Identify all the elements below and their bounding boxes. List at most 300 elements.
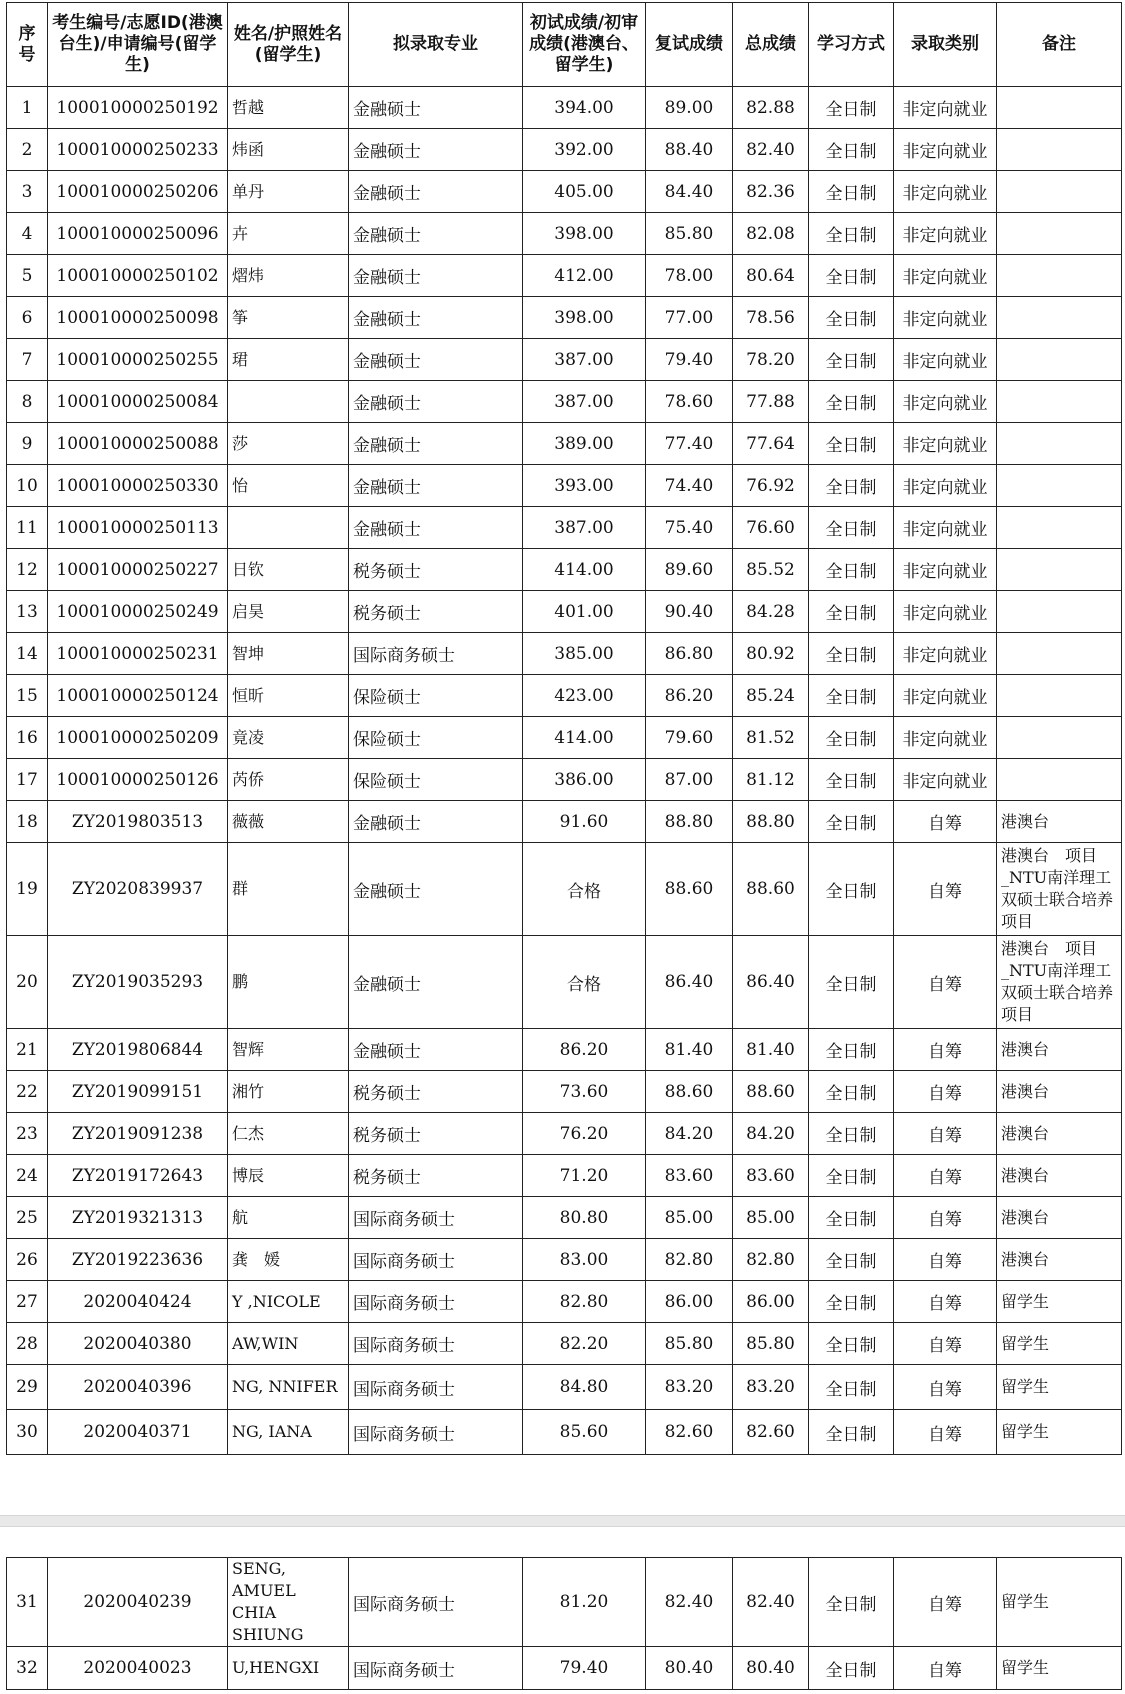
cell-mode: 全日制 xyxy=(809,1281,894,1323)
cell-mode: 全日制 xyxy=(809,675,894,717)
table-row xyxy=(7,171,1122,213)
cell-retest: 89.60 xyxy=(646,549,733,591)
cell-mode: 全日制 xyxy=(809,549,894,591)
table-row xyxy=(7,1558,1122,1647)
cell-major: 金融硕士 xyxy=(349,1029,523,1071)
table-row xyxy=(7,1197,1122,1239)
cell-category: 非定向就业 xyxy=(894,465,997,507)
cell-prelim: 401.00 xyxy=(523,591,646,633)
cell-note: 留学生 xyxy=(997,1410,1122,1455)
cell-category: 自筹 xyxy=(894,1239,997,1281)
cell-total: 82.60 xyxy=(733,1410,809,1455)
cell-seq: 16 xyxy=(7,717,48,759)
cell-retest: 81.40 xyxy=(646,1029,733,1071)
cell-id: 100010000250084 xyxy=(48,381,228,423)
cell-category: 非定向就业 xyxy=(894,717,997,759)
table-row xyxy=(7,633,1122,675)
cell-total: 82.08 xyxy=(733,213,809,255)
cell-name: 仁杰 xyxy=(228,1113,349,1155)
table-row xyxy=(7,339,1122,381)
cell-retest: 86.00 xyxy=(646,1281,733,1323)
cell-note: 港澳台 项目_NTU南洋理工双硕士联合培养项目 xyxy=(997,843,1122,936)
table-row xyxy=(7,1647,1122,1690)
cell-category: 非定向就业 xyxy=(894,87,997,129)
cell-seq: 18 xyxy=(7,801,48,843)
cell-seq: 29 xyxy=(7,1365,48,1410)
cell-prelim: 81.20 xyxy=(523,1558,646,1647)
cell-prelim: 386.00 xyxy=(523,759,646,801)
table-row xyxy=(7,591,1122,633)
cell-mode: 全日制 xyxy=(809,1113,894,1155)
table-row xyxy=(7,297,1122,339)
cell-note: 港澳台 xyxy=(997,801,1122,843)
cell-id: ZY2019099151 xyxy=(48,1071,228,1113)
cell-retest: 88.80 xyxy=(646,801,733,843)
cell-note xyxy=(997,465,1122,507)
cell-id: 100010000250330 xyxy=(48,465,228,507)
cell-id: ZY2019803513 xyxy=(48,801,228,843)
cell-id: 2020040239 xyxy=(48,1558,228,1647)
cell-category: 自筹 xyxy=(894,801,997,843)
cell-prelim: 84.80 xyxy=(523,1365,646,1410)
cell-seq: 8 xyxy=(7,381,48,423)
cell-mode: 全日制 xyxy=(809,339,894,381)
cell-major: 税务硕士 xyxy=(349,591,523,633)
cell-prelim: 393.00 xyxy=(523,465,646,507)
table-row xyxy=(7,549,1122,591)
cell-note: 港澳台 xyxy=(997,1239,1122,1281)
admission-table xyxy=(6,2,1122,1455)
page-break-divider xyxy=(0,1515,1125,1527)
cell-note xyxy=(997,717,1122,759)
cell-note xyxy=(997,171,1122,213)
cell-prelim: 387.00 xyxy=(523,339,646,381)
cell-name: 卉 xyxy=(228,213,349,255)
cell-category: 非定向就业 xyxy=(894,423,997,465)
cell-note xyxy=(997,633,1122,675)
cell-note: 留学生 xyxy=(997,1323,1122,1365)
cell-id: 100010000250098 xyxy=(48,297,228,339)
cell-seq: 13 xyxy=(7,591,48,633)
cell-category: 自筹 xyxy=(894,1647,997,1690)
cell-mode: 全日制 xyxy=(809,1155,894,1197)
cell-major: 国际商务硕士 xyxy=(349,1558,523,1647)
cell-retest: 90.40 xyxy=(646,591,733,633)
cell-name: 哲越 xyxy=(228,87,349,129)
table-body-continued xyxy=(7,1558,1122,1690)
cell-mode: 全日制 xyxy=(809,297,894,339)
cell-major: 金融硕士 xyxy=(349,87,523,129)
cell-note: 港澳台 xyxy=(997,1155,1122,1197)
cell-major: 国际商务硕士 xyxy=(349,1323,523,1365)
cell-total: 85.00 xyxy=(733,1197,809,1239)
cell-name: 群 xyxy=(228,843,349,936)
cell-total: 81.12 xyxy=(733,759,809,801)
header-prelim: 初试成绩/初审成绩(港澳台、留学生) xyxy=(523,3,646,87)
cell-retest: 88.60 xyxy=(646,843,733,936)
cell-retest: 88.60 xyxy=(646,1071,733,1113)
cell-note xyxy=(997,507,1122,549)
cell-category: 自筹 xyxy=(894,843,997,936)
cell-mode: 全日制 xyxy=(809,1558,894,1647)
cell-retest: 87.00 xyxy=(646,759,733,801)
cell-mode: 全日制 xyxy=(809,423,894,465)
header-note: 备注 xyxy=(997,3,1122,87)
cell-mode: 全日制 xyxy=(809,1365,894,1410)
cell-total: 83.20 xyxy=(733,1365,809,1410)
cell-id: 100010000250227 xyxy=(48,549,228,591)
cell-total: 86.00 xyxy=(733,1281,809,1323)
cell-mode: 全日制 xyxy=(809,759,894,801)
cell-category: 非定向就业 xyxy=(894,297,997,339)
cell-prelim: 83.00 xyxy=(523,1239,646,1281)
table-row xyxy=(7,423,1122,465)
cell-retest: 84.40 xyxy=(646,171,733,213)
cell-prelim: 91.60 xyxy=(523,801,646,843)
cell-mode: 全日制 xyxy=(809,801,894,843)
cell-total: 80.92 xyxy=(733,633,809,675)
cell-major: 金融硕士 xyxy=(349,255,523,297)
cell-note: 港澳台 xyxy=(997,1029,1122,1071)
cell-mode: 全日制 xyxy=(809,717,894,759)
cell-id: ZY2019223636 xyxy=(48,1239,228,1281)
cell-note xyxy=(997,675,1122,717)
cell-mode: 全日制 xyxy=(809,171,894,213)
table-row xyxy=(7,675,1122,717)
cell-note: 港澳台 项目_NTU南洋理工双硕士联合培养项目 xyxy=(997,936,1122,1029)
cell-prelim: 85.60 xyxy=(523,1410,646,1455)
table-row xyxy=(7,507,1122,549)
cell-category: 非定向就业 xyxy=(894,171,997,213)
header-id: 考生编号/志愿ID(港澳台生)/申请编号(留学生) xyxy=(48,3,228,87)
cell-seq: 11 xyxy=(7,507,48,549)
cell-retest: 82.40 xyxy=(646,1558,733,1647)
cell-retest: 86.80 xyxy=(646,633,733,675)
cell-seq: 21 xyxy=(7,1029,48,1071)
cell-retest: 74.40 xyxy=(646,465,733,507)
cell-total: 80.40 xyxy=(733,1647,809,1690)
cell-note xyxy=(997,129,1122,171)
cell-id: 2020040023 xyxy=(48,1647,228,1690)
cell-total: 88.60 xyxy=(733,843,809,936)
cell-total: 78.56 xyxy=(733,297,809,339)
cell-total: 76.92 xyxy=(733,465,809,507)
cell-prelim: 392.00 xyxy=(523,129,646,171)
cell-name: 鹏 xyxy=(228,936,349,1029)
cell-seq: 7 xyxy=(7,339,48,381)
cell-major: 国际商务硕士 xyxy=(349,1410,523,1455)
cell-retest: 75.40 xyxy=(646,507,733,549)
cell-total: 81.52 xyxy=(733,717,809,759)
table-row xyxy=(7,129,1122,171)
cell-category: 自筹 xyxy=(894,1365,997,1410)
cell-retest: 80.40 xyxy=(646,1647,733,1690)
cell-name: 智辉 xyxy=(228,1029,349,1071)
cell-seq: 5 xyxy=(7,255,48,297)
cell-retest: 83.60 xyxy=(646,1155,733,1197)
cell-category: 非定向就业 xyxy=(894,381,997,423)
cell-note xyxy=(997,213,1122,255)
cell-major: 保险硕士 xyxy=(349,717,523,759)
cell-major: 金融硕士 xyxy=(349,936,523,1029)
cell-seq: 22 xyxy=(7,1071,48,1113)
cell-id: 2020040371 xyxy=(48,1410,228,1455)
cell-seq: 24 xyxy=(7,1155,48,1197)
cell-major: 国际商务硕士 xyxy=(349,1365,523,1410)
cell-prelim: 412.00 xyxy=(523,255,646,297)
cell-seq: 28 xyxy=(7,1323,48,1365)
cell-name: 珺 xyxy=(228,339,349,381)
cell-mode: 全日制 xyxy=(809,1410,894,1455)
cell-category: 非定向就业 xyxy=(894,633,997,675)
cell-name: NG, NNIFER xyxy=(228,1365,349,1410)
cell-total: 76.60 xyxy=(733,507,809,549)
table-row xyxy=(7,843,1122,936)
cell-name: SENG, AMUEL CHIA SHIUNG xyxy=(228,1558,349,1647)
header-major: 拟录取专业 xyxy=(349,3,523,87)
cell-name: 智坤 xyxy=(228,633,349,675)
cell-note: 留学生 xyxy=(997,1647,1122,1690)
cell-total: 85.80 xyxy=(733,1323,809,1365)
cell-major: 国际商务硕士 xyxy=(349,1239,523,1281)
cell-retest: 86.40 xyxy=(646,936,733,1029)
cell-mode: 全日制 xyxy=(809,213,894,255)
cell-total: 85.52 xyxy=(733,549,809,591)
cell-note xyxy=(997,87,1122,129)
cell-prelim: 82.80 xyxy=(523,1281,646,1323)
cell-note xyxy=(997,423,1122,465)
table-row xyxy=(7,717,1122,759)
cell-note xyxy=(997,549,1122,591)
table-row xyxy=(7,465,1122,507)
cell-id: 100010000250096 xyxy=(48,213,228,255)
cell-name: 恒昕 xyxy=(228,675,349,717)
cell-prelim: 82.20 xyxy=(523,1323,646,1365)
cell-retest: 78.60 xyxy=(646,381,733,423)
cell-mode: 全日制 xyxy=(809,507,894,549)
cell-total: 88.60 xyxy=(733,1071,809,1113)
cell-name: AW,WIN xyxy=(228,1323,349,1365)
cell-total: 82.40 xyxy=(733,129,809,171)
cell-name: 竟凌 xyxy=(228,717,349,759)
cell-major: 金融硕士 xyxy=(349,423,523,465)
cell-category: 自筹 xyxy=(894,1113,997,1155)
header-retest: 复试成绩 xyxy=(646,3,733,87)
cell-total: 85.24 xyxy=(733,675,809,717)
cell-seq: 2 xyxy=(7,129,48,171)
cell-retest: 83.20 xyxy=(646,1365,733,1410)
cell-id: ZY2019321313 xyxy=(48,1197,228,1239)
cell-prelim: 73.60 xyxy=(523,1071,646,1113)
cell-prelim: 387.00 xyxy=(523,507,646,549)
cell-total: 80.64 xyxy=(733,255,809,297)
cell-total: 77.64 xyxy=(733,423,809,465)
cell-mode: 全日制 xyxy=(809,87,894,129)
cell-seq: 14 xyxy=(7,633,48,675)
table-row xyxy=(7,381,1122,423)
cell-category: 非定向就业 xyxy=(894,675,997,717)
cell-mode: 全日制 xyxy=(809,591,894,633)
cell-category: 非定向就业 xyxy=(894,591,997,633)
cell-prelim: 79.40 xyxy=(523,1647,646,1690)
cell-major: 国际商务硕士 xyxy=(349,1647,523,1690)
header-name: 姓名/护照姓名(留学生) xyxy=(228,3,349,87)
cell-prelim: 合格 xyxy=(523,843,646,936)
cell-note: 留学生 xyxy=(997,1281,1122,1323)
table-row xyxy=(7,1113,1122,1155)
cell-retest: 89.00 xyxy=(646,87,733,129)
header-seq: 序号 xyxy=(7,3,48,87)
cell-prelim: 423.00 xyxy=(523,675,646,717)
cell-id: ZY2019806844 xyxy=(48,1029,228,1071)
cell-prelim: 398.00 xyxy=(523,213,646,255)
cell-seq: 4 xyxy=(7,213,48,255)
cell-seq: 15 xyxy=(7,675,48,717)
cell-name: 博辰 xyxy=(228,1155,349,1197)
cell-id: ZY2019035293 xyxy=(48,936,228,1029)
cell-major: 金融硕士 xyxy=(349,339,523,381)
cell-name: 航 xyxy=(228,1197,349,1239)
cell-total: 82.36 xyxy=(733,171,809,213)
cell-name: 芮侨 xyxy=(228,759,349,801)
cell-note: 留学生 xyxy=(997,1558,1122,1647)
cell-major: 金融硕士 xyxy=(349,507,523,549)
cell-category: 非定向就业 xyxy=(894,759,997,801)
cell-major: 税务硕士 xyxy=(349,1155,523,1197)
cell-major: 金融硕士 xyxy=(349,129,523,171)
cell-prelim: 394.00 xyxy=(523,87,646,129)
cell-mode: 全日制 xyxy=(809,1197,894,1239)
cell-major: 金融硕士 xyxy=(349,465,523,507)
table-row xyxy=(7,1029,1122,1071)
cell-name: 龚 媛 xyxy=(228,1239,349,1281)
cell-prelim: 414.00 xyxy=(523,717,646,759)
table-row xyxy=(7,1239,1122,1281)
cell-retest: 79.60 xyxy=(646,717,733,759)
cell-seq: 1 xyxy=(7,87,48,129)
cell-category: 自筹 xyxy=(894,1197,997,1239)
table-row xyxy=(7,1410,1122,1455)
cell-major: 保险硕士 xyxy=(349,759,523,801)
cell-major: 金融硕士 xyxy=(349,171,523,213)
cell-name: 怡 xyxy=(228,465,349,507)
cell-name: 筝 xyxy=(228,297,349,339)
cell-id: 100010000250249 xyxy=(48,591,228,633)
cell-retest: 86.20 xyxy=(646,675,733,717)
cell-name: 日钦 xyxy=(228,549,349,591)
cell-seq: 19 xyxy=(7,843,48,936)
cell-note xyxy=(997,339,1122,381)
cell-id: 100010000250102 xyxy=(48,255,228,297)
cell-name: 湘竹 xyxy=(228,1071,349,1113)
table-row xyxy=(7,1365,1122,1410)
cell-major: 税务硕士 xyxy=(349,1113,523,1155)
cell-seq: 20 xyxy=(7,936,48,1029)
cell-id: 100010000250233 xyxy=(48,129,228,171)
cell-seq: 27 xyxy=(7,1281,48,1323)
table-row xyxy=(7,1155,1122,1197)
cell-mode: 全日制 xyxy=(809,1239,894,1281)
cell-note xyxy=(997,381,1122,423)
header-category: 录取类别 xyxy=(894,3,997,87)
cell-prelim: 76.20 xyxy=(523,1113,646,1155)
cell-major: 金融硕士 xyxy=(349,213,523,255)
cell-seq: 9 xyxy=(7,423,48,465)
cell-category: 自筹 xyxy=(894,936,997,1029)
cell-id: 100010000250126 xyxy=(48,759,228,801)
cell-note: 港澳台 xyxy=(997,1113,1122,1155)
cell-retest: 77.00 xyxy=(646,297,733,339)
cell-retest: 85.00 xyxy=(646,1197,733,1239)
cell-seq: 23 xyxy=(7,1113,48,1155)
cell-category: 自筹 xyxy=(894,1071,997,1113)
cell-mode: 全日制 xyxy=(809,465,894,507)
cell-category: 自筹 xyxy=(894,1558,997,1647)
cell-prelim: 合格 xyxy=(523,936,646,1029)
table-row xyxy=(7,801,1122,843)
cell-major: 税务硕士 xyxy=(349,1071,523,1113)
cell-name: 薇薇 xyxy=(228,801,349,843)
cell-retest: 77.40 xyxy=(646,423,733,465)
cell-id: 100010000250255 xyxy=(48,339,228,381)
cell-seq: 26 xyxy=(7,1239,48,1281)
cell-name: 熠炜 xyxy=(228,255,349,297)
cell-seq: 32 xyxy=(7,1647,48,1690)
cell-mode: 全日制 xyxy=(809,843,894,936)
cell-retest: 82.60 xyxy=(646,1410,733,1455)
cell-note: 港澳台 xyxy=(997,1197,1122,1239)
cell-total: 88.80 xyxy=(733,801,809,843)
cell-seq: 10 xyxy=(7,465,48,507)
cell-seq: 31 xyxy=(7,1558,48,1647)
cell-note xyxy=(997,255,1122,297)
cell-major: 金融硕士 xyxy=(349,381,523,423)
cell-seq: 3 xyxy=(7,171,48,213)
cell-prelim: 71.20 xyxy=(523,1155,646,1197)
cell-mode: 全日制 xyxy=(809,1071,894,1113)
cell-name: U,HENGXI xyxy=(228,1647,349,1690)
cell-id: 100010000250124 xyxy=(48,675,228,717)
table-row xyxy=(7,1281,1122,1323)
header-total: 总成绩 xyxy=(733,3,809,87)
cell-name: Y ,NICOLE xyxy=(228,1281,349,1323)
cell-mode: 全日制 xyxy=(809,255,894,297)
header-row xyxy=(7,3,1122,87)
cell-prelim: 389.00 xyxy=(523,423,646,465)
cell-id: ZY2020839937 xyxy=(48,843,228,936)
table-body xyxy=(7,87,1122,1455)
cell-retest: 85.80 xyxy=(646,1323,733,1365)
cell-id: ZY2019091238 xyxy=(48,1113,228,1155)
cell-major: 金融硕士 xyxy=(349,843,523,936)
cell-category: 自筹 xyxy=(894,1155,997,1197)
cell-major: 国际商务硕士 xyxy=(349,633,523,675)
cell-seq: 12 xyxy=(7,549,48,591)
cell-seq: 6 xyxy=(7,297,48,339)
cell-name: 启昊 xyxy=(228,591,349,633)
cell-id: 100010000250209 xyxy=(48,717,228,759)
cell-category: 自筹 xyxy=(894,1281,997,1323)
cell-total: 83.60 xyxy=(733,1155,809,1197)
cell-major: 国际商务硕士 xyxy=(349,1197,523,1239)
cell-name: NG, IANA xyxy=(228,1410,349,1455)
header-mode: 学习方式 xyxy=(809,3,894,87)
cell-prelim: 385.00 xyxy=(523,633,646,675)
cell-retest: 78.00 xyxy=(646,255,733,297)
cell-name: 单丹 xyxy=(228,171,349,213)
cell-major: 金融硕士 xyxy=(349,801,523,843)
table-row xyxy=(7,1071,1122,1113)
